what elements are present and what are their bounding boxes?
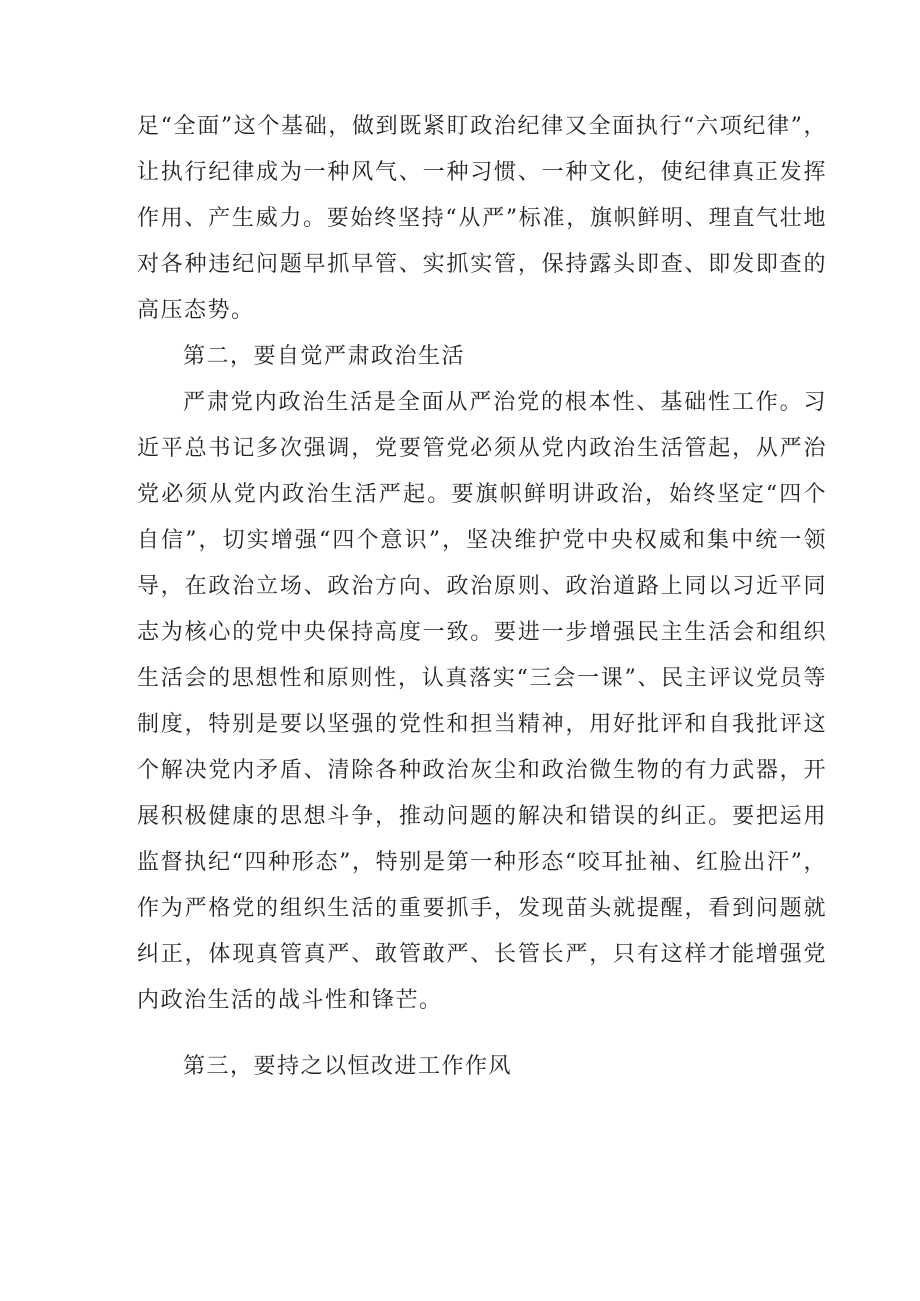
section-heading-third: 第三，要持之以恒改进工作作风: [183, 1054, 513, 1079]
paragraph-continuation: 足“全面”这个基础，做到既紧盯政治纪律又全面执行“六项纪律”，让执行纪律成为一种风气、一种习惯、一种文化，使纪律真正发挥作用、产生威力。要始终坚持“从严”标准，旗帜鲜明、理直气壮地对各种违纪问题早抓早管、实抓实管，保持露头即查、即发即查的高压态势。: [137, 114, 827, 323]
document-body: [137, 104, 827, 1090]
paragraph-political-life: 严肃党内政治生活是全面从严治党的根本性、基础性工作。习近平总书记多次强调，党要管党必须从党内政治生活管起，从严治党必须从党内政治生活严起。要旗帜鲜明讲政治，始终坚定“四个自信”，切实增强“四个意识”，坚决维护党中央权威和集中统一领导，在政治立场、政治方向、政治原则、政治道路上同以习近平同志为核心的党中央保持高度一致。要进一步增强民主生活会和组织生活会的思想性和原则性，认真落实“三会一课”、民主评议党员等制度，特别是要以坚强的党性和担当精神，用好批评和自我批评这个解决党内矛盾、清除各种政治灰尘和政治微生物的有力武器，开展积极健康的思想斗争，推动问题的解决和错误的纠正。要把运用监督执纪“四种形态”，特别是第一种形态“咬耳扯袖、红脸出汗”，作为严格党的组织生活的重要抓手，发现苗头就提醒，看到问题就纠正，体现真管真严、敢管敢严、长管长严，只有这样才能增强党内政治生活的战斗性和锋芒。: [137, 390, 827, 1013]
section-heading-second: 第二，要自觉严肃政治生活: [183, 344, 466, 369]
